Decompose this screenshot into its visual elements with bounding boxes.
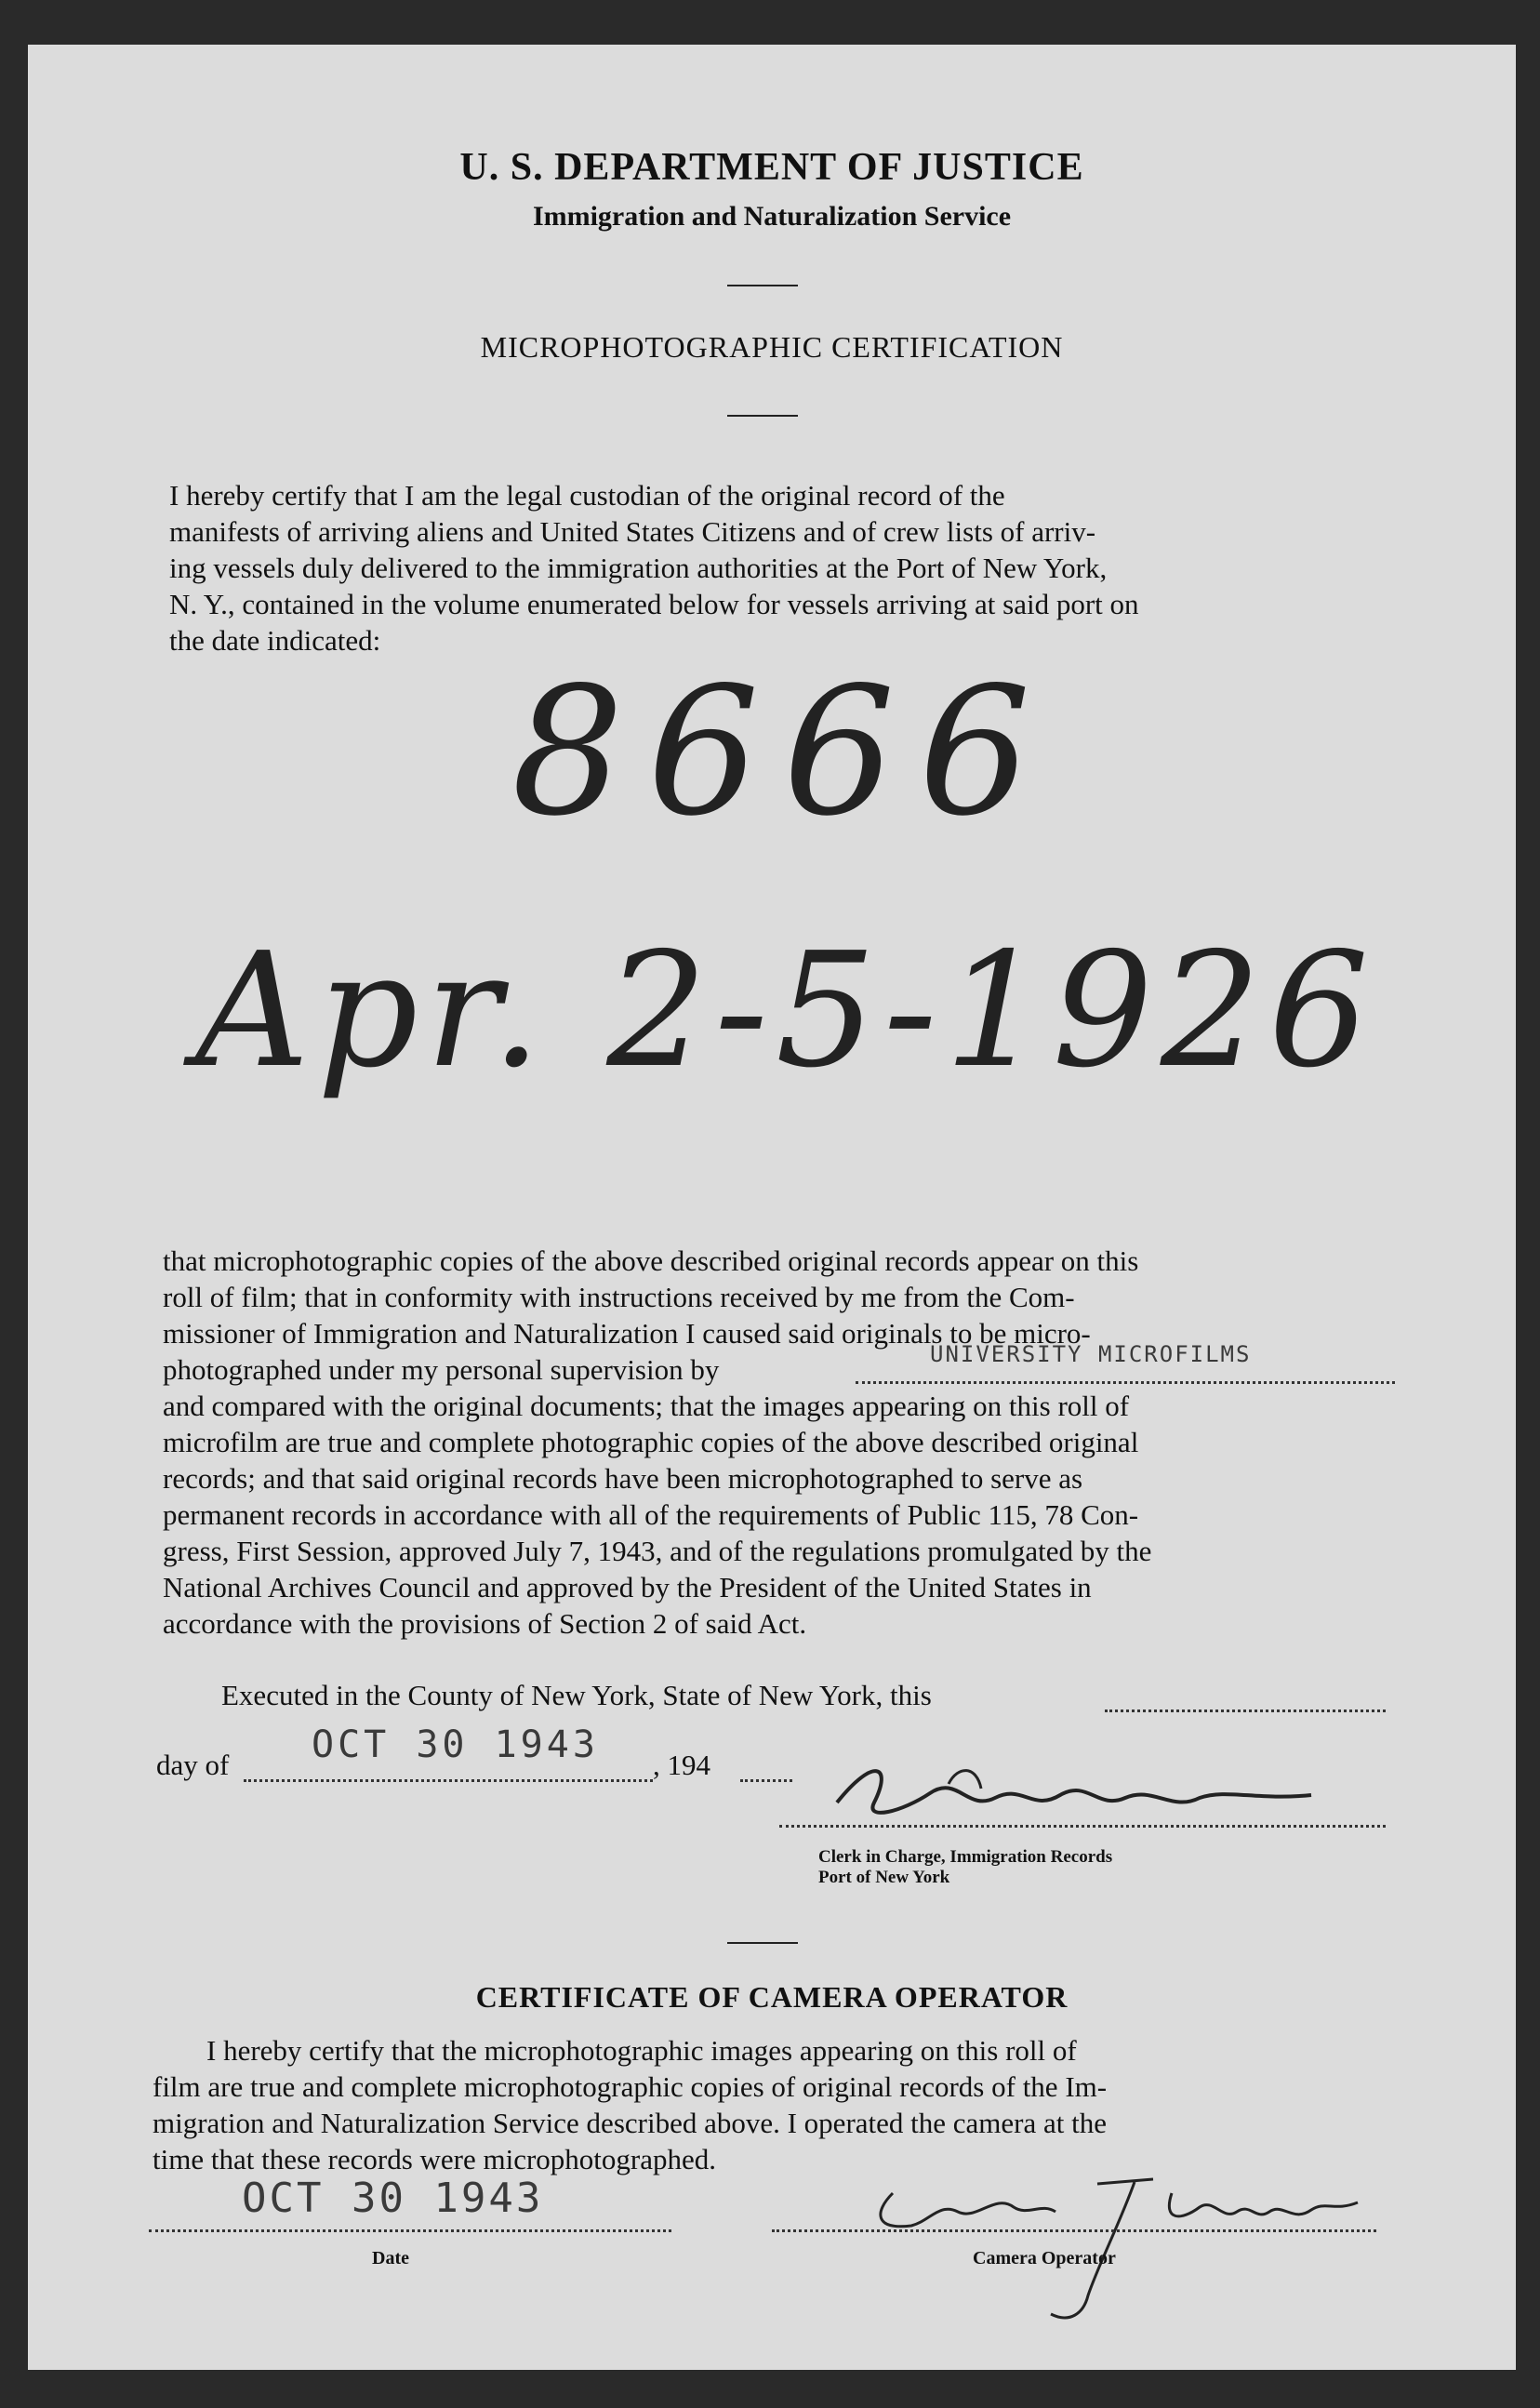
certification-title: MICROPHOTOGRAPHIC CERTIFICATION: [480, 330, 1064, 364]
body-line: National Archives Council and approved by the President of the United States in: [163, 1571, 1092, 1603]
certificate-page: [28, 45, 1516, 2370]
intro-line: N. Y., contained in the volume enumerated below for vessels arriving at said port on: [169, 588, 1139, 620]
body-line: accordance with the provisions of Section 2 of said Act.: [163, 1607, 807, 1640]
execution-date-stamp: OCT 30 1943: [312, 1723, 599, 1766]
clerk-signature: [818, 1747, 1339, 1849]
camera-line: migration and Naturalization Service described above. I operated the camera at the: [153, 2107, 1107, 2139]
clerk-location: Port of New York: [818, 1868, 950, 1887]
camera-line: film are true and complete microphotographic copies of original records of the Im-: [153, 2070, 1108, 2103]
dotted-fill-line: [740, 1751, 792, 1782]
body-line: and compared with the original documents; that the images appearing on this roll of: [163, 1390, 1130, 1422]
microfilm-company-stamp: UNIVERSITY MICROFILMS: [930, 1341, 1252, 1367]
supervision-prefix: photographed under my personal supervision by: [163, 1353, 720, 1386]
signature-line: [772, 2228, 1376, 2232]
body-line: records; and that said original records have been microphotographed to serve as: [163, 1462, 1083, 1495]
divider: [727, 1942, 798, 1944]
body-paragraph: [163, 1243, 1400, 1642]
intro-line: ing vessels duly delivered to the immigration authorities at the Port of New York,: [169, 552, 1108, 584]
camera-operator-label: Camera Operator: [973, 2248, 1116, 2268]
day-of-label: day of: [156, 1749, 230, 1781]
body-line: microfilm are true and complete photographic copies of the above described original: [163, 1426, 1139, 1458]
body-line: permanent records in accordance with all of the requirements of Public 115, 78 Con-: [163, 1498, 1139, 1531]
department-heading: U. S. DEPARTMENT OF JUSTICE: [459, 146, 1084, 189]
camera-operator-signature: [856, 2156, 1395, 2361]
body-line: missioner of Immigration and Naturalization I caused said originals to be micro-: [163, 1317, 1091, 1350]
year-prefix: , 194: [653, 1749, 710, 1781]
handwritten-date-range: Apr. 2-5-1926: [195, 919, 1377, 1103]
signature-line: [779, 1823, 1386, 1828]
camera-line: I hereby certify that the microphotographic images appearing on this roll of: [206, 2034, 1077, 2067]
divider: [727, 415, 798, 417]
intro-line: manifests of arriving aliens and United States Citizens and of crew lists of arriv-: [169, 515, 1096, 548]
camera-date-stamp: OCT 30 1943: [242, 2175, 544, 2222]
date-line: [149, 2228, 671, 2232]
clerk-title: Clerk in Charge, Immigration Records: [818, 1847, 1113, 1867]
intro-line: the date indicated:: [169, 624, 381, 657]
intro-paragraph: [169, 477, 1402, 659]
intro-line: I hereby certify that I am the legal custodian of the original record of the: [169, 479, 1005, 512]
service-subheading: Immigration and Naturalization Service: [532, 201, 1012, 232]
camera-line: time that these records were microphotographed.: [153, 2143, 716, 2175]
dotted-fill-line: [1105, 1682, 1386, 1712]
camera-certificate-title: CERTIFICATE OF CAMERA OPERATOR: [475, 1980, 1069, 2014]
body-line: gress, First Session, approved July 7, 1943, and of the regulations promulgated by the: [163, 1535, 1152, 1567]
handwritten-volume-number: 8666: [511, 649, 1055, 855]
date-label: Date: [372, 2248, 409, 2268]
supervision-line: [163, 1341, 1400, 1388]
execution-line: Executed in the County of New York, State of New York, this: [221, 1679, 932, 1711]
body-line: that microphotographic copies of the above described original records appear on this: [163, 1244, 1139, 1277]
body-line: roll of film; that in conformity with instructions received by me from the Com-: [163, 1281, 1075, 1313]
divider: [727, 285, 798, 286]
